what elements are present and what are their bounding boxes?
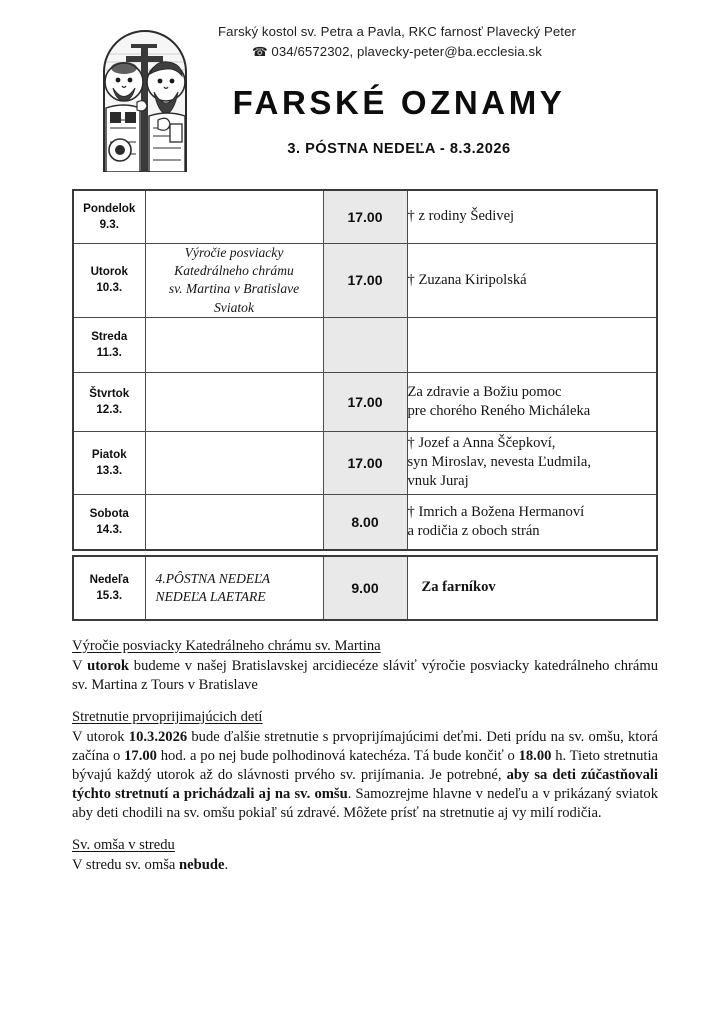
parish-name-line: Farský kostol sv. Petra a Pavla, RKC farnosť Plavecký Peter xyxy=(218,24,576,39)
row-note-cell xyxy=(145,244,323,318)
row-day-cell xyxy=(73,317,145,372)
day-date: 11.3. xyxy=(96,345,122,359)
document-header xyxy=(0,0,724,170)
intention-line: pre chorého Reného Micháleka xyxy=(407,402,591,419)
row-note-cell xyxy=(145,556,323,620)
row-time-cell: 17.00 xyxy=(323,372,407,431)
note-line: Katedrálneho chrámu xyxy=(174,263,294,279)
plain-text: h. Tieto stretnutia bývajú každý utorok až do slávnosti prvého sv. prijímania. Je potrebné, xyxy=(72,747,659,783)
row-note-cell xyxy=(145,431,323,494)
intention-line: a rodičia z oboch strán xyxy=(407,522,540,539)
day-date: 9.3. xyxy=(99,218,119,231)
day-name: Štvrtok xyxy=(89,386,130,400)
day-name: Sobota xyxy=(89,506,129,520)
row-intention-cell xyxy=(407,244,657,318)
intention-line: Za farníkov xyxy=(421,579,496,596)
section-heading: Sv. omša v stredu xyxy=(72,836,175,853)
row-time-cell: 8.00 xyxy=(323,494,407,550)
mass-schedule-body xyxy=(73,190,657,550)
telephone-icon: ☎ xyxy=(252,44,268,60)
row-day-cell xyxy=(73,244,145,318)
day-name: Nedeľa xyxy=(89,572,129,586)
table-row xyxy=(73,431,657,494)
emphasised-text: utorok xyxy=(87,657,129,674)
plain-text: V xyxy=(72,657,88,674)
emphasised-text: nebude xyxy=(179,856,225,873)
intention-line: vnuk Juraj xyxy=(407,473,469,490)
table-row xyxy=(73,372,657,431)
announcements-body xyxy=(72,637,658,875)
emphasised-text: aby sa deti zúčastňovali týchto stretnutí a prichádzali aj na sv. omšu xyxy=(72,766,658,802)
row-intention-cell xyxy=(407,190,657,244)
row-intention-cell xyxy=(407,556,657,620)
note-line: Výročie posviacky xyxy=(184,245,284,260)
mass-schedule-table-wrapper xyxy=(72,189,658,551)
row-time-cell: 17.00 xyxy=(323,190,407,244)
intention-line: syn Miroslav, nevesta Ľudmila, xyxy=(407,454,591,471)
row-time-cell: 17.00 xyxy=(323,431,407,494)
section-heading: Stretnutie prvoprijimajúcich detí xyxy=(72,708,263,725)
plain-text: . Samozrejme hlavne v nedeľu a v prikázaný sviatok aby deti chodili na sv. omšu pokiaľ sú zdravé. Môžete prísť na stretnutie aj vy milí rodičia. xyxy=(72,785,658,821)
day-date: 10.3. xyxy=(96,281,123,295)
plain-text: bude ďalšie stretnutie s prvoprijímajúcimi deťmi. Deti prídu na sv. omšu, ktorá začína o xyxy=(72,728,658,764)
page-subtitle: 3. PÓSTNA NEDEĽA - 8.3.2026 xyxy=(287,141,511,158)
emphasised-text: 10.3.2026 xyxy=(128,728,188,745)
intention-line: † z rodiny Šedivej xyxy=(407,208,515,225)
plain-text: V utorok xyxy=(72,728,129,745)
saints-peter-and-paul-woodcut-icon xyxy=(96,24,194,172)
row-day-cell xyxy=(73,190,145,244)
row-note-cell xyxy=(145,190,323,244)
row-time-cell: 17.00 xyxy=(323,244,407,318)
day-date: 13.3. xyxy=(96,463,123,477)
mass-schedule-table xyxy=(72,189,658,551)
plain-text: budeme v našej Bratislavskej arcidiecéze sláviť výročie posviacky katedrálneho chrámu sv. Martina z Tours v Bratislave xyxy=(72,657,658,693)
row-time-cell: 9.00 xyxy=(323,556,407,620)
announcement-section xyxy=(72,708,658,823)
day-date: 14.3. xyxy=(96,522,123,536)
intention-line: † Jozef a Anna Ščepkoví, xyxy=(407,435,556,452)
row-note-cell xyxy=(145,372,323,431)
day-name: Piatok xyxy=(91,447,127,461)
table-row xyxy=(73,494,657,550)
sunday-schedule-table xyxy=(72,555,658,621)
plain-text: V stredu sv. omša xyxy=(72,856,180,873)
day-name: Utorok xyxy=(90,265,128,279)
day-date: 15.3. xyxy=(96,588,123,602)
row-day-cell xyxy=(73,494,145,550)
row-day-cell xyxy=(73,556,145,620)
row-day-cell xyxy=(73,431,145,494)
day-name: Streda xyxy=(91,329,128,343)
row-note-cell xyxy=(145,317,323,372)
intention-line: † Zuzana Kiripolská xyxy=(407,271,527,288)
row-intention-cell xyxy=(407,494,657,550)
note-line: sv. Martina v Bratislave xyxy=(168,281,300,297)
section-heading: Výročie posviacky Katedrálneho chrámu sv. Martina xyxy=(72,637,381,654)
emphasised-text: 17.00 xyxy=(124,747,157,764)
row-note-cell xyxy=(145,494,323,550)
row-intention-cell xyxy=(407,431,657,494)
row-time-cell xyxy=(323,317,407,372)
row-day-cell xyxy=(73,372,145,431)
phone-and-email: 034/6572302, plavecky-peter@ba.ecclesia.sk xyxy=(271,44,542,60)
note-line: NEDEĽA LAETARE xyxy=(155,588,266,604)
announcement-section xyxy=(72,836,658,875)
table-row xyxy=(73,317,657,372)
day-name: Pondelok xyxy=(83,202,136,216)
table-row xyxy=(73,556,657,620)
row-intention-cell xyxy=(407,372,657,431)
sunday-schedule-table-wrapper xyxy=(72,555,658,621)
emphasised-text: 18.00 xyxy=(518,747,552,764)
table-row xyxy=(73,244,657,318)
section-paragraph xyxy=(72,728,658,823)
intention-line: Za zdravie a Božiu pomoc xyxy=(407,383,562,400)
announcement-section xyxy=(72,637,658,695)
note-line: Sviatok xyxy=(213,299,254,315)
page-title: FARSKÉ OZNAMY xyxy=(232,84,566,122)
section-paragraph xyxy=(72,657,658,695)
intention-line: † Imrich a Božena Hermanoví xyxy=(407,503,585,520)
row-intention-cell xyxy=(407,317,657,372)
section-paragraph xyxy=(72,856,658,875)
note-line: 4.PÔSTNA NEDEĽA xyxy=(155,570,271,586)
day-date: 12.3. xyxy=(96,402,123,416)
table-row xyxy=(73,190,657,244)
plain-text: . xyxy=(224,856,229,873)
plain-text: hod. a po nej bude polhodinová katechéza. Tá bude končiť o xyxy=(156,747,519,764)
